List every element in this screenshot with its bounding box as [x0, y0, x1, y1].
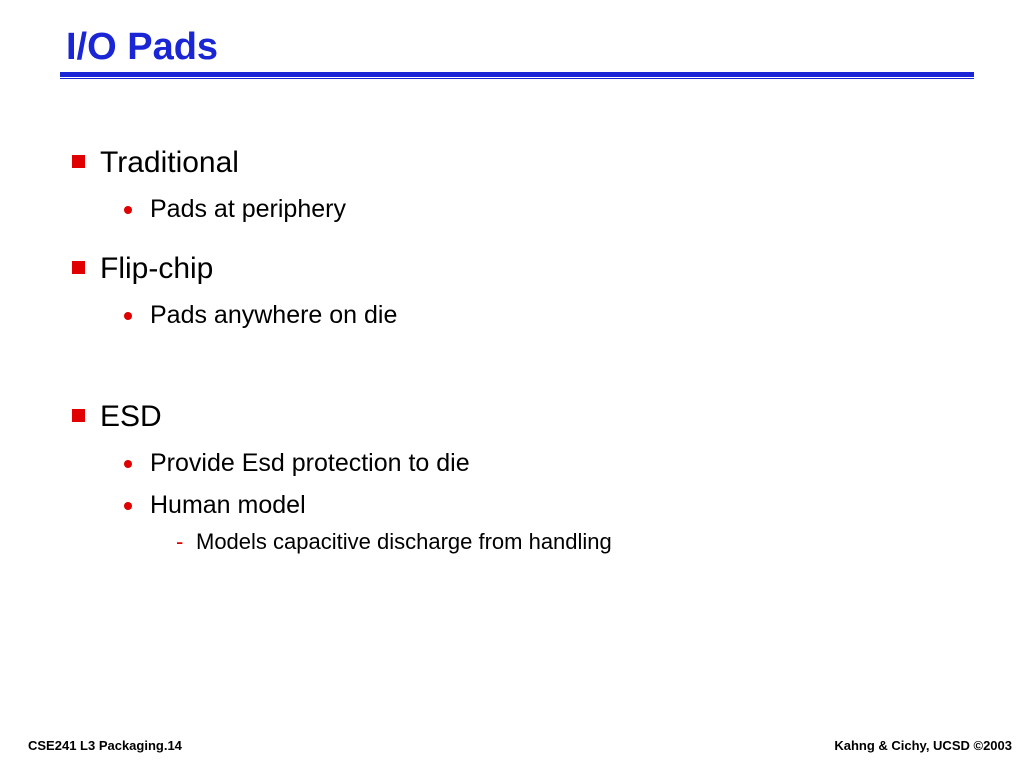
bullet-text: Flip-chip	[100, 252, 214, 285]
bullet-text: ESD	[100, 400, 162, 433]
title-underline-thin	[60, 78, 974, 79]
red-square-bullet-icon	[72, 155, 85, 168]
subbullet-text: Pads anywhere on die	[150, 301, 398, 329]
title-underline	[60, 72, 974, 77]
red-dot-bullet-icon	[124, 206, 132, 214]
slide-title: I/O Pads	[66, 26, 219, 68]
red-dot-bullet-icon	[124, 460, 132, 468]
red-dot-bullet-icon	[124, 502, 132, 510]
red-square-bullet-icon	[72, 409, 85, 422]
bullet-text: Traditional	[100, 146, 239, 179]
red-square-bullet-icon	[72, 261, 85, 274]
subbullet-text: Provide Esd protection to die	[150, 449, 470, 477]
red-dash-bullet-icon: -	[176, 529, 184, 554]
footer-author-copyright: Kahng & Cichy, UCSD ©2003	[834, 738, 1012, 753]
subbullet-text: Pads at periphery	[150, 195, 346, 223]
red-dot-bullet-icon	[124, 312, 132, 320]
footer-course-info: CSE241 L3 Packaging.14	[28, 738, 182, 753]
subbullet-text: Human model	[150, 491, 306, 519]
subsubbullet-text: Models capacitive discharge from handling	[196, 529, 612, 554]
